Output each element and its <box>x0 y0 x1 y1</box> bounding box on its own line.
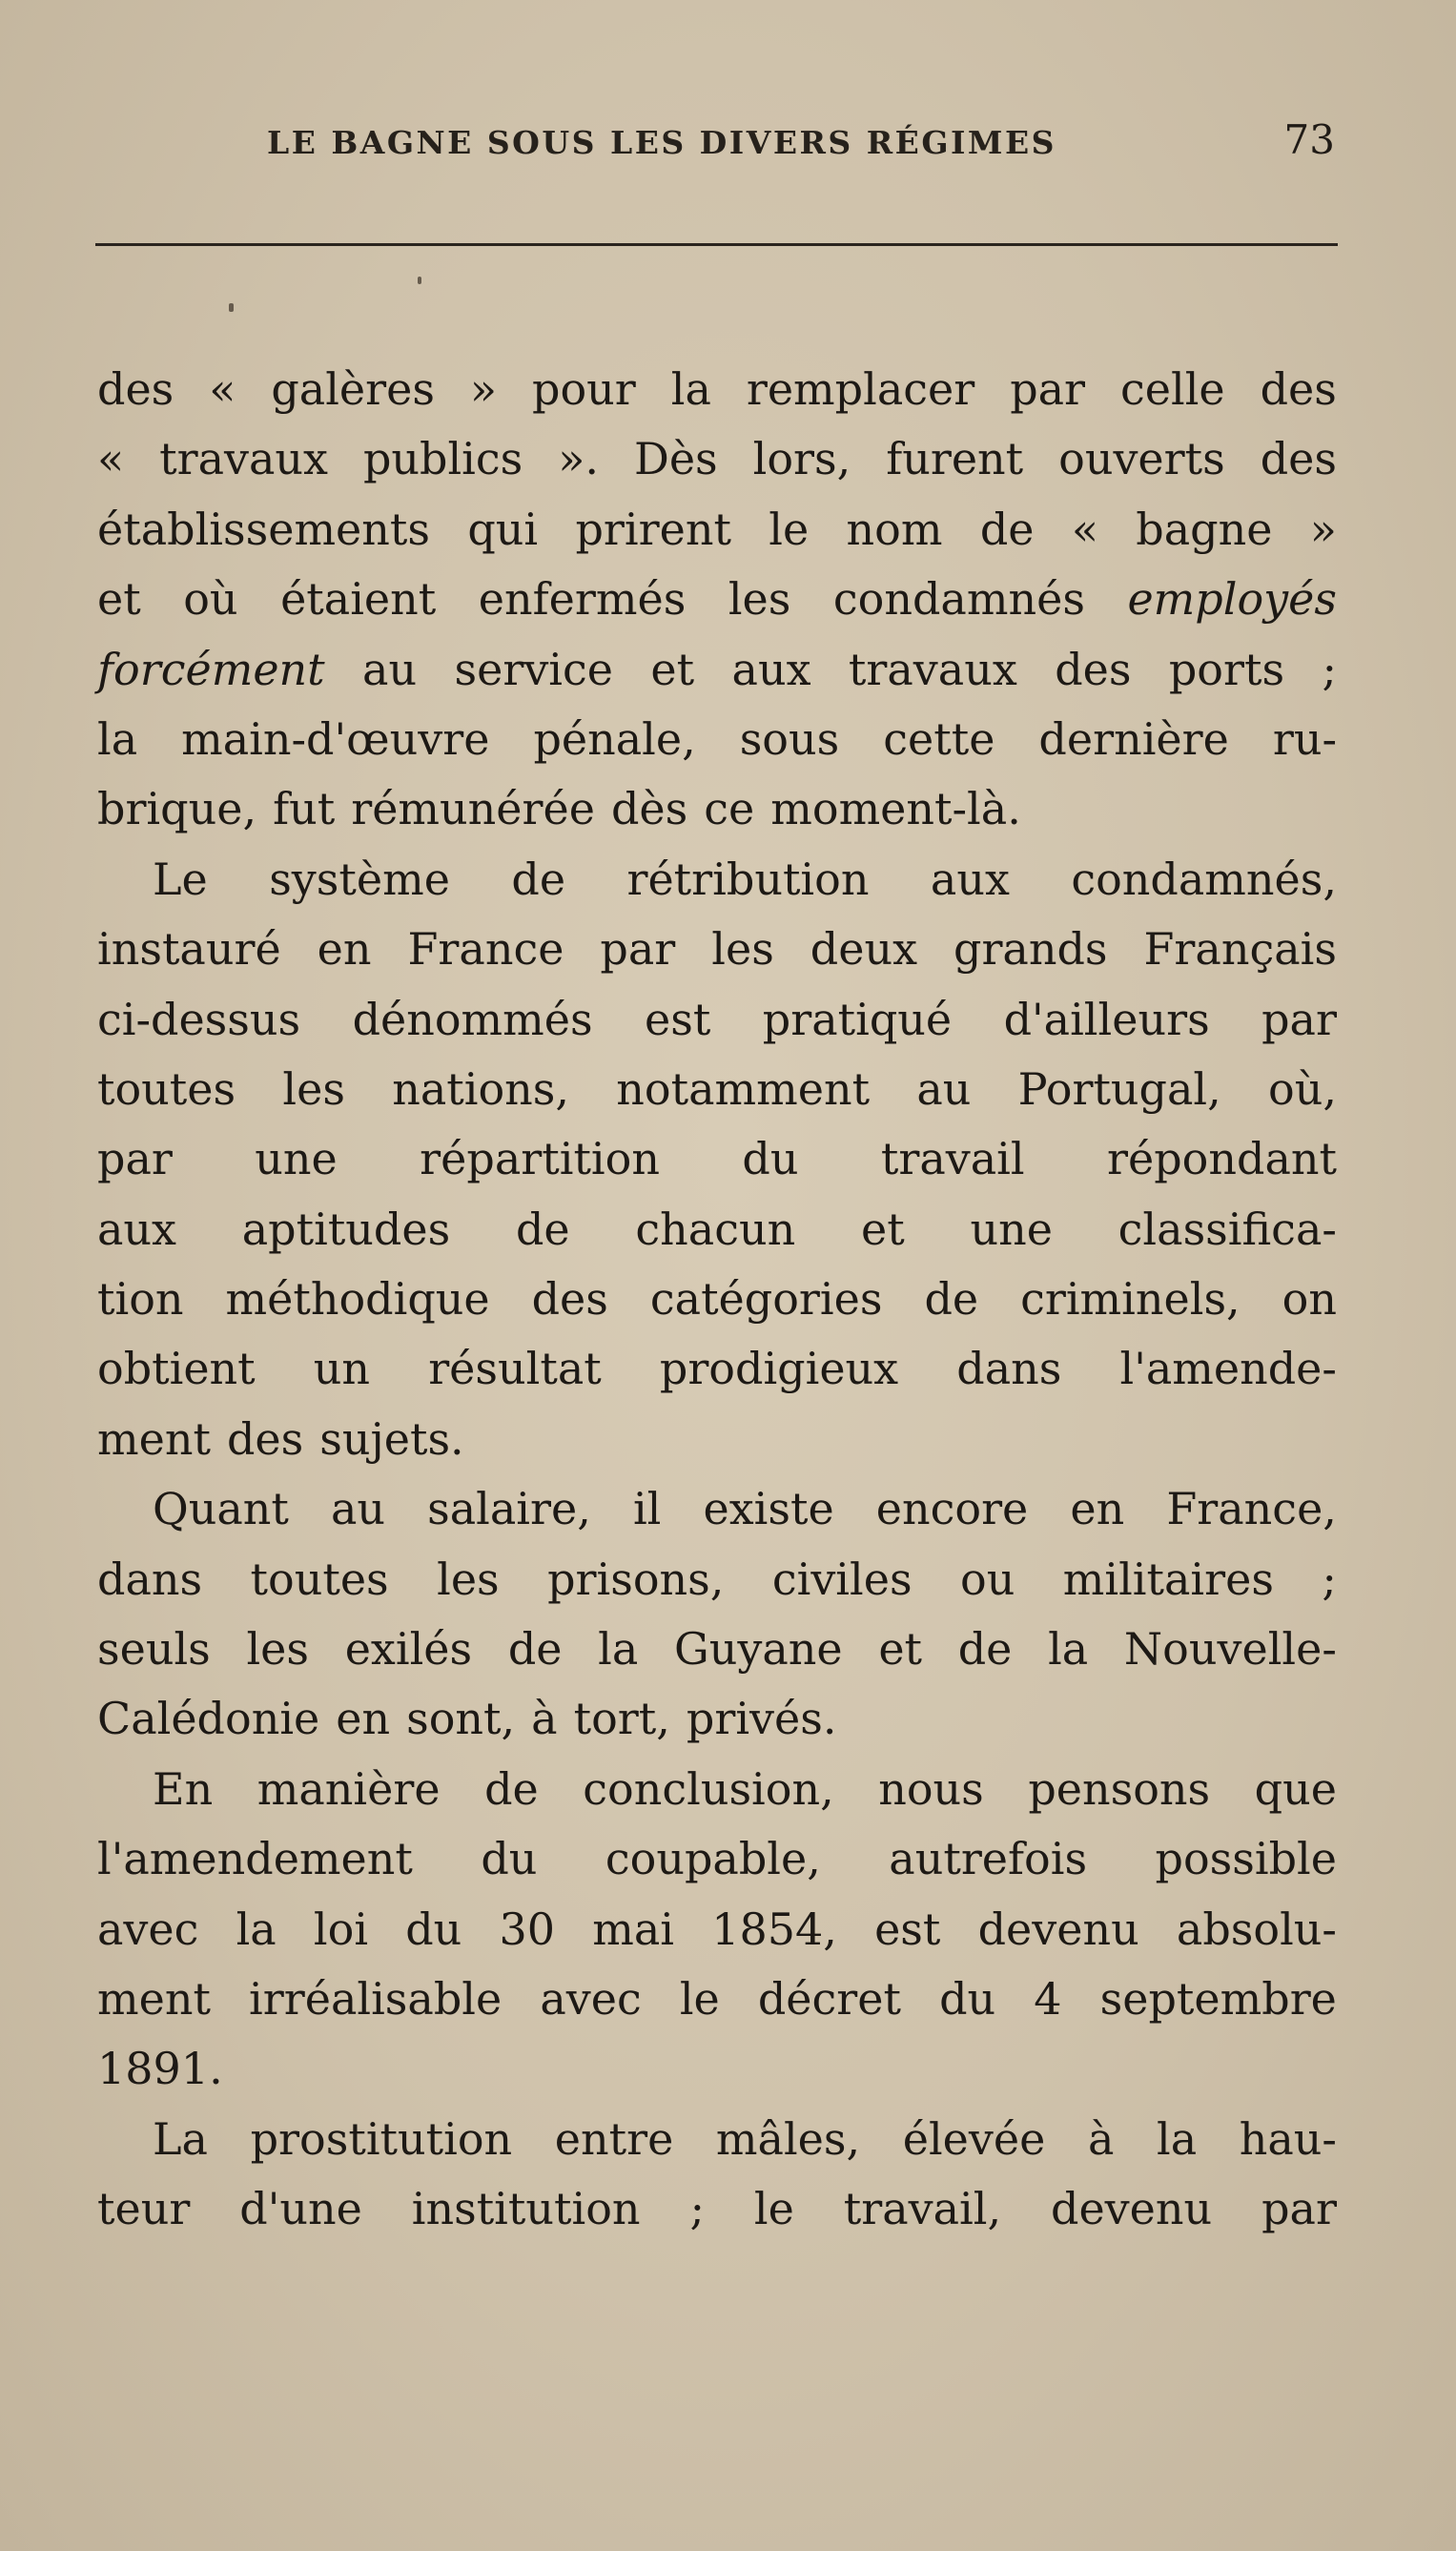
word: d'une <box>239 2183 362 2235</box>
word: ci-dessus <box>97 993 301 1045</box>
word: tion <box>97 1273 184 1326</box>
word: au <box>362 643 418 695</box>
word: ment <box>97 1972 211 2025</box>
text-line <box>97 424 1337 494</box>
word: nations, <box>392 1062 569 1115</box>
word: irréalisable <box>249 1972 502 2025</box>
word: ment <box>97 1412 211 1465</box>
word: on <box>1282 1273 1337 1326</box>
word: des <box>97 363 174 415</box>
word: que <box>1254 1762 1337 1815</box>
word: devenu <box>1051 2183 1213 2235</box>
word: et <box>650 643 695 695</box>
text-line <box>97 985 1337 1055</box>
word: le <box>753 2183 794 2235</box>
word: Nouvelle- <box>1123 1623 1337 1676</box>
word: Français <box>1143 923 1337 976</box>
word: du <box>405 1903 462 1955</box>
word: de <box>484 1762 539 1815</box>
word: deux <box>810 923 918 976</box>
word: par <box>1261 2183 1337 2235</box>
word: lors, <box>752 433 851 485</box>
word: de <box>511 853 566 905</box>
word: criminels, <box>1020 1273 1241 1326</box>
word: avec <box>97 1903 199 1955</box>
word: prirent <box>575 503 731 555</box>
word: dans <box>97 1553 203 1605</box>
word: pensons <box>1028 1762 1211 1815</box>
ink-speck <box>229 303 234 312</box>
word: prisons, <box>547 1553 725 1605</box>
word: coupable, <box>605 1833 821 1885</box>
word: au <box>916 1062 972 1115</box>
word: de <box>957 1623 1013 1676</box>
word: ». <box>558 433 599 485</box>
word: des <box>1260 363 1337 415</box>
word: dénommés <box>352 993 593 1045</box>
word: privés. <box>686 1693 837 1745</box>
word: par <box>1261 993 1337 1045</box>
word: aux <box>930 853 1010 905</box>
word: remplacer <box>746 363 975 415</box>
word: entre <box>554 2112 674 2165</box>
word: la <box>1157 2112 1198 2165</box>
word: des <box>226 1412 304 1465</box>
word: classifica- <box>1118 1203 1337 1255</box>
text-line <box>97 635 1337 705</box>
word: il <box>632 1483 662 1535</box>
word: le <box>679 1972 720 2025</box>
word: par <box>1010 363 1086 415</box>
word: pénale, <box>533 712 696 765</box>
word: moment-là. <box>770 783 1021 835</box>
word: Le <box>153 853 208 905</box>
word: pratiqué <box>762 993 953 1045</box>
word: 1891. <box>97 2043 223 2095</box>
word: des <box>1260 433 1337 485</box>
word: » <box>469 363 498 415</box>
word: Guyane <box>674 1623 843 1676</box>
word: travail, <box>843 2183 1002 2235</box>
word: par <box>97 1133 173 1185</box>
text-line <box>97 2034 1337 2104</box>
word: instauré <box>97 923 281 976</box>
word: les <box>437 1553 500 1605</box>
word: ports <box>1168 643 1285 695</box>
word: bagne <box>1136 503 1273 555</box>
word: ou <box>960 1553 1015 1605</box>
word: d'ailleurs <box>1003 993 1210 1045</box>
word: Portugal, <box>1017 1062 1221 1115</box>
word: et <box>860 1203 905 1255</box>
text-line <box>97 1334 1337 1404</box>
word: au <box>330 1483 386 1535</box>
word: nous <box>878 1762 984 1815</box>
word: des <box>531 1273 608 1326</box>
text-line <box>97 355 1337 424</box>
word: exilés <box>344 1623 473 1676</box>
word: mai <box>592 1903 674 1955</box>
word: travail <box>880 1133 1025 1185</box>
header-rule <box>95 243 1338 246</box>
word: de <box>515 1203 570 1255</box>
word: les <box>282 1062 345 1115</box>
word: avec <box>540 1972 642 2025</box>
word: à <box>531 1693 558 1745</box>
word: « <box>1071 503 1098 555</box>
word: toutes <box>250 1553 389 1605</box>
word: chacun <box>635 1203 796 1255</box>
word: dans <box>956 1343 1062 1395</box>
word: condamnés <box>832 573 1085 626</box>
word: où, <box>1268 1062 1337 1115</box>
word: manière <box>256 1762 441 1815</box>
word: dernière <box>1038 712 1229 765</box>
word: 30 <box>499 1903 556 1955</box>
word: galères <box>271 363 435 415</box>
word: des <box>1055 643 1132 695</box>
text-line <box>97 845 1337 915</box>
word: établissements <box>97 503 430 555</box>
word: » <box>1309 503 1337 555</box>
word: Calédonie <box>97 1693 320 1745</box>
word: furent <box>886 433 1024 485</box>
word: où <box>183 573 238 626</box>
word: ; <box>689 2183 705 2235</box>
text-line <box>97 705 1337 774</box>
word: travaux <box>848 643 1017 695</box>
word: En <box>153 1762 214 1815</box>
text-line <box>97 1755 1337 1824</box>
word: condamnés, <box>1071 853 1337 905</box>
word: sont, <box>406 1693 516 1745</box>
text-line <box>97 774 1337 844</box>
word: qui <box>467 503 539 555</box>
word: existe <box>703 1483 834 1535</box>
word: 1854, <box>711 1903 837 1955</box>
page-number: 73 <box>1283 116 1335 163</box>
text-line <box>97 1965 1337 2034</box>
word: service <box>454 643 614 695</box>
word: Dès <box>633 433 718 485</box>
word: forcément <box>97 643 325 695</box>
word: devenu <box>977 1903 1139 1955</box>
word: en <box>336 1693 391 1745</box>
word: à <box>1087 2112 1115 2165</box>
word: du <box>481 1833 538 1885</box>
word: France, <box>1166 1483 1337 1535</box>
word: catégories <box>649 1273 883 1326</box>
text-line <box>97 1405 1337 1474</box>
word: sujets. <box>319 1412 464 1465</box>
word: élevée <box>902 2112 1046 2165</box>
word: et <box>97 573 141 626</box>
text-line <box>97 1055 1337 1124</box>
word: la <box>236 1903 277 1955</box>
word: enfermés <box>478 573 687 626</box>
word: brique, <box>97 783 257 835</box>
text-line <box>97 495 1337 565</box>
word: autrefois <box>889 1833 1088 1885</box>
word: possible <box>1155 1833 1337 1885</box>
ink-speck <box>418 277 421 284</box>
word: est <box>645 993 711 1045</box>
text-line <box>97 915 1337 984</box>
word: « <box>97 433 125 485</box>
word: rémunérée <box>351 783 595 835</box>
word: de <box>979 503 1035 555</box>
running-title: LE BAGNE SOUS LES DIVERS RÉGIMES <box>267 124 1056 161</box>
word: celle <box>1120 363 1225 415</box>
text-line <box>97 565 1337 634</box>
word: ouverts <box>1058 433 1225 485</box>
word: la <box>670 363 711 415</box>
word: pour <box>532 363 636 415</box>
word: ru- <box>1272 712 1337 765</box>
word: ce <box>704 783 755 835</box>
word: La <box>153 2112 208 2165</box>
word: le <box>769 503 810 555</box>
word: étaient <box>280 573 437 626</box>
word: « <box>209 363 236 415</box>
word: méthodique <box>225 1273 490 1326</box>
word: un <box>313 1343 371 1395</box>
word: la <box>97 712 138 765</box>
word: du <box>939 1972 996 2025</box>
body-text <box>97 355 1337 2245</box>
text-line <box>97 2174 1337 2244</box>
word: dès <box>610 783 688 835</box>
word: résultat <box>428 1343 602 1395</box>
text-line <box>97 1615 1337 1684</box>
word: et <box>878 1623 923 1676</box>
text-line <box>97 1684 1337 1754</box>
word: nom <box>846 503 943 555</box>
word: prostitution <box>250 2112 513 2165</box>
word: ; <box>1322 1553 1337 1605</box>
word: employés <box>1127 573 1337 626</box>
text-line <box>97 1895 1337 1965</box>
word: obtient <box>97 1343 256 1395</box>
word: notamment <box>616 1062 871 1115</box>
running-head <box>95 113 1335 170</box>
word: absolu- <box>1176 1903 1337 1955</box>
text-line <box>97 1545 1337 1615</box>
word: en <box>1070 1483 1125 1535</box>
word: toutes <box>97 1062 236 1115</box>
text-line <box>97 1124 1337 1194</box>
word: civiles <box>771 1553 913 1605</box>
word: hau- <box>1239 2112 1337 2165</box>
word: par <box>600 923 676 976</box>
word: est <box>874 1903 941 1955</box>
word: publics <box>362 433 523 485</box>
word: répondant <box>1107 1133 1337 1185</box>
word: les <box>711 923 774 976</box>
word: encore <box>875 1483 1029 1535</box>
word: fut <box>273 783 336 835</box>
word: une <box>970 1203 1053 1255</box>
word: rétribution <box>626 853 870 905</box>
word: la <box>598 1623 639 1676</box>
word: de <box>507 1623 563 1676</box>
text-line <box>97 1824 1337 1894</box>
text-line <box>97 1195 1337 1265</box>
text-line <box>97 1265 1337 1334</box>
word: France <box>407 923 564 976</box>
word: sous <box>739 712 840 765</box>
word: prodigieux <box>659 1343 899 1395</box>
word: de <box>924 1273 979 1326</box>
word: la <box>1048 1623 1089 1676</box>
word: septembre <box>1099 1972 1337 2025</box>
text-line <box>97 1474 1337 1544</box>
word: tort, <box>573 1693 670 1745</box>
word: aptitudes <box>241 1203 451 1255</box>
word: conclusion, <box>583 1762 834 1815</box>
word: salaire, <box>427 1483 591 1535</box>
word: teur <box>97 2183 191 2235</box>
word: en <box>317 923 372 976</box>
word: loi <box>313 1903 369 1955</box>
word: ; <box>1322 643 1337 695</box>
word: cette <box>883 712 995 765</box>
word: décret <box>757 1972 901 2025</box>
word: l'amendement <box>97 1833 413 1885</box>
word: système <box>269 853 450 905</box>
word: institution <box>411 2183 641 2235</box>
word: l'amende- <box>1119 1343 1337 1395</box>
word: les <box>246 1623 310 1676</box>
word: mâles, <box>715 2112 861 2165</box>
word: répartition <box>420 1133 660 1185</box>
word: les <box>728 573 791 626</box>
word: une <box>255 1133 338 1185</box>
word: main-d'œuvre <box>181 712 490 765</box>
text-line <box>97 2105 1337 2174</box>
word: aux <box>731 643 811 695</box>
word: militaires <box>1062 1553 1274 1605</box>
word: seuls <box>97 1623 211 1676</box>
word: travaux <box>159 433 328 485</box>
word: 4 <box>1034 1972 1062 2025</box>
word: du <box>742 1133 799 1185</box>
word: aux <box>97 1203 176 1255</box>
word: Quant <box>153 1483 289 1535</box>
word: grands <box>954 923 1108 976</box>
